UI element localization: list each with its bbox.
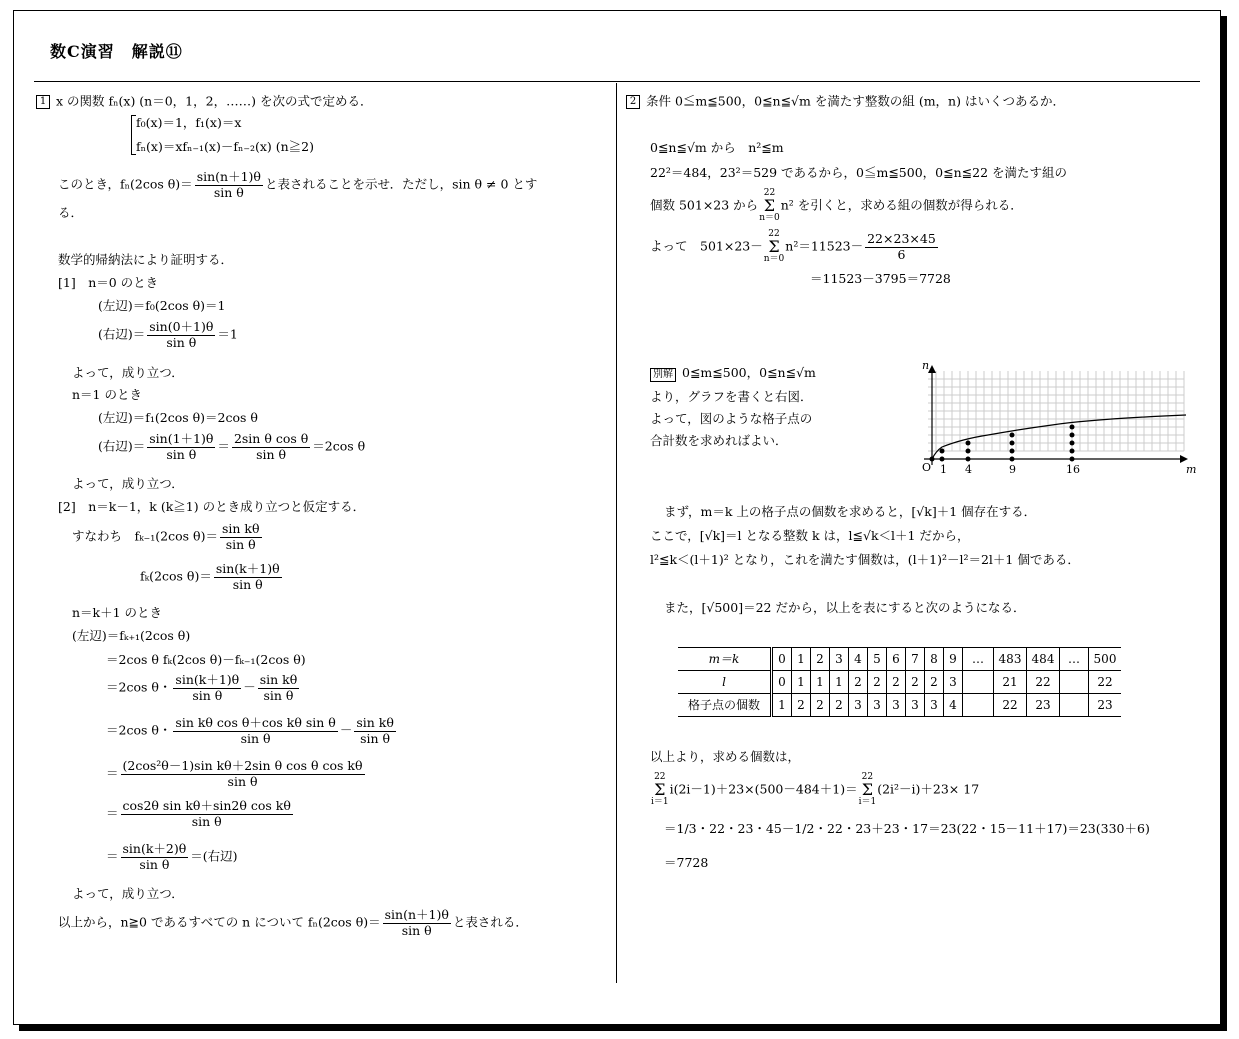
step-lhs: (左辺)＝fₖ₊₁(2cos θ) [72,628,191,643]
tick-16: 16 [1066,463,1080,475]
p2-b4: また，[√500]＝22 だから，以上を表にすると次のようになる． [664,600,1026,615]
alt-solution-tag: 別解 [650,368,676,382]
step-eq-1: ＝2cos θ fₖ(2cos θ)－fₖ₋₁(2cos θ) [106,652,306,667]
p2-c3: ＝1/3・22・23・45－1/2・22・23＋23・17＝23(22・15－11＋17)＝23(330＋6) [664,821,1150,836]
p2-line-4: よって 501×23－ 22 Σ n＝0 n²＝11523－ $\frac{22\times 23\times 45}{6}$ [650,229,936,264]
p2-b2: ここで，[√k]＝l となる整数 k は，l≦√k＜l＋1 だから， [650,528,970,543]
case-1-rhs: (右辺)＝ $\frac{\sin(0+1)\theta}{\text{sin θ}}$ ＝1 [98,319,238,350]
worksheet [13,10,1221,1025]
header-divider [34,81,1200,82]
system-eq-1: f₀(x)＝1，f₁(x)＝x [136,115,242,130]
case-1b-heading: n＝1 のとき [72,387,142,402]
p1-statement-3: る． [58,205,84,220]
case-2-heading: [2] n＝k－1，k (k≧1) のとき成り立つと仮定する． [58,499,366,514]
p2-line-1: 0≦n≦√m から n²≦m [650,140,784,155]
p2-line-2: 22²＝484，23²＝529 であるから，0≦m≦500，0≦n≦22 を満たす組の [650,165,1067,180]
table-row-l: l 0 1 1 1 2 2 2 2 2 3 21 22 22 [678,671,1121,694]
table-row-mk: m＝k 0 1 2 3 4 5 6 7 8 9 … 483 484 … 500 [678,648,1121,671]
lattice-graph [922,355,1198,475]
graph-origin: O [922,461,932,474]
p2-b3: l²≦k＜(l＋1)² となり，これを満たす個数は，(l＋1)²－l²＝2l＋1 個である． [650,552,1080,567]
case-1b-conclusion: よって，成り立つ． [72,476,184,491]
page-title: 数C演習 解説⑪ [50,42,183,61]
p2-b1: まず，m＝k 上の格子点の個数を求めると，[√k]＋1 個存在する． [664,504,1037,519]
case-1b-rhs: (右辺)＝ $\frac{\sin(1+1)\theta}{\text{sin θ}}$ ＝ $\frac{\text{2sin θ cos θ}}{\text{sin θ}}$ ＝2cos θ [98,431,366,462]
proof-intro: 数学的帰納法により証明する． [58,252,234,267]
step-eq-3: ＝2cos θ・ $\frac{\text{sin kθ cos θ＋cos kθ sin θ}}{\text{sin θ}}$ － $\frac{\text{sin kθ}}{\text{sin θ}}$ [106,715,394,746]
problem-number-2: 2 [626,95,640,109]
alt-line-2: より，グラフを書くと右図． [650,389,813,404]
final-conclusion: 以上から，n≧0 であるすべての n について fₙ(2cos θ)＝ $\frac{\sin(n+1)\theta}{\text{sin θ}}$ と表される． [58,907,528,938]
p2-line-5: ＝11523－3795＝7728 [810,271,951,286]
case-1-lhs: (左辺)＝f₀(2cos θ)＝1 [98,298,226,313]
alt-line-1: 別解 0≦m≦500，0≦n≦√m [650,367,816,382]
alt-line-4: 合計数を求めればよい． [650,433,788,448]
system-eq-2: fₙ(x)＝xfₙ₋₁(x)－fₙ₋₂(x) (n≧2) [136,139,315,154]
x-axis-arrow [1180,455,1188,463]
p1-statement-2: このとき，fₙ(2cos θ)＝ $\frac{\sin(n+1)\theta}{\text{sin θ}}$ と表されることを示せ．ただし，sin θ ≠ 0 とす [58,169,538,200]
step-eq-4: ＝ $\frac{\text{(2cos²θ－1)sin kθ＋2sin θ cos θ cos kθ}}{\text{sin θ}}$ [106,758,363,789]
column-divider [616,83,617,983]
step-eq-6: ＝ $\frac{\sin(k+2)\theta}{\text{sin θ}}$ ＝(右辺) [106,841,238,872]
hypothesis-2: fₖ(2cos θ)＝ $\frac{\sin(k+1)\theta}{\text{sin θ}}$ [140,561,280,592]
step-eq-2: ＝2cos θ・ $\frac{\sin(k+1)\theta}{\text{sin θ}}$ － $\frac{\text{sin kθ}}{\text{sin θ}}$ [106,672,298,703]
graph-x-label: m [1186,463,1197,475]
p2-statement: 2 条件 0≦m≦500，0≦n≦√m を満たす整数の組 (m，n) はいくつあるか． [626,95,1065,109]
table-row-count: 格子点の個数 1 2 2 2 3 3 3 3 3 4 22 23 23 [678,694,1121,717]
p1-statement-line: 1 x の関数 fₙ(x) (n＝0，1，2，……) を次の式で定める． [36,95,372,109]
lattice-table-wrap [678,647,1121,717]
case-1-heading: [1] n＝0 のとき [58,275,159,290]
tick-9: 9 [1009,463,1016,475]
p2-line-3: 個数 501×23 から 22 Σ n＝0 n² を引くと，求める組の個数が得られる． [650,188,1023,223]
problem-number-1: 1 [36,95,50,109]
tick-4: 4 [965,463,972,475]
step-eq-5: ＝ $\frac{\text{cos2θ sin kθ＋sin2θ cos kθ}}{\text{sin θ}}$ [106,798,291,829]
p2-c2: 22 Σ i＝1 i(2i－1)＋23×(500－484＋1)＝ 22 Σ i＝1 (2i²－i)＋23× 17 [651,772,980,807]
step-conclusion: よって，成り立つ． [72,886,184,901]
case-1-conclusion: よって，成り立つ． [72,365,184,380]
p2-c1: 以上より，求める個数は， [650,749,801,764]
case-1b-lhs: (左辺)＝f₁(2cos θ)＝2cos θ [98,410,258,425]
step-heading: n＝k＋1 のとき [72,605,163,620]
p2-c4: ＝7728 [664,855,709,870]
hypothesis-1: すなわち fₖ₋₁(2cos θ)＝ $\frac{\text{sin kθ}}{\text{sin θ}}$ [72,521,260,552]
lattice-table [678,647,1121,717]
sqrt-curve [932,415,1186,459]
y-axis-arrow [928,365,936,373]
tick-1: 1 [940,463,947,475]
graph-y-label: n [922,359,930,372]
alt-line-3: よって，図のような格子点の [650,411,813,426]
